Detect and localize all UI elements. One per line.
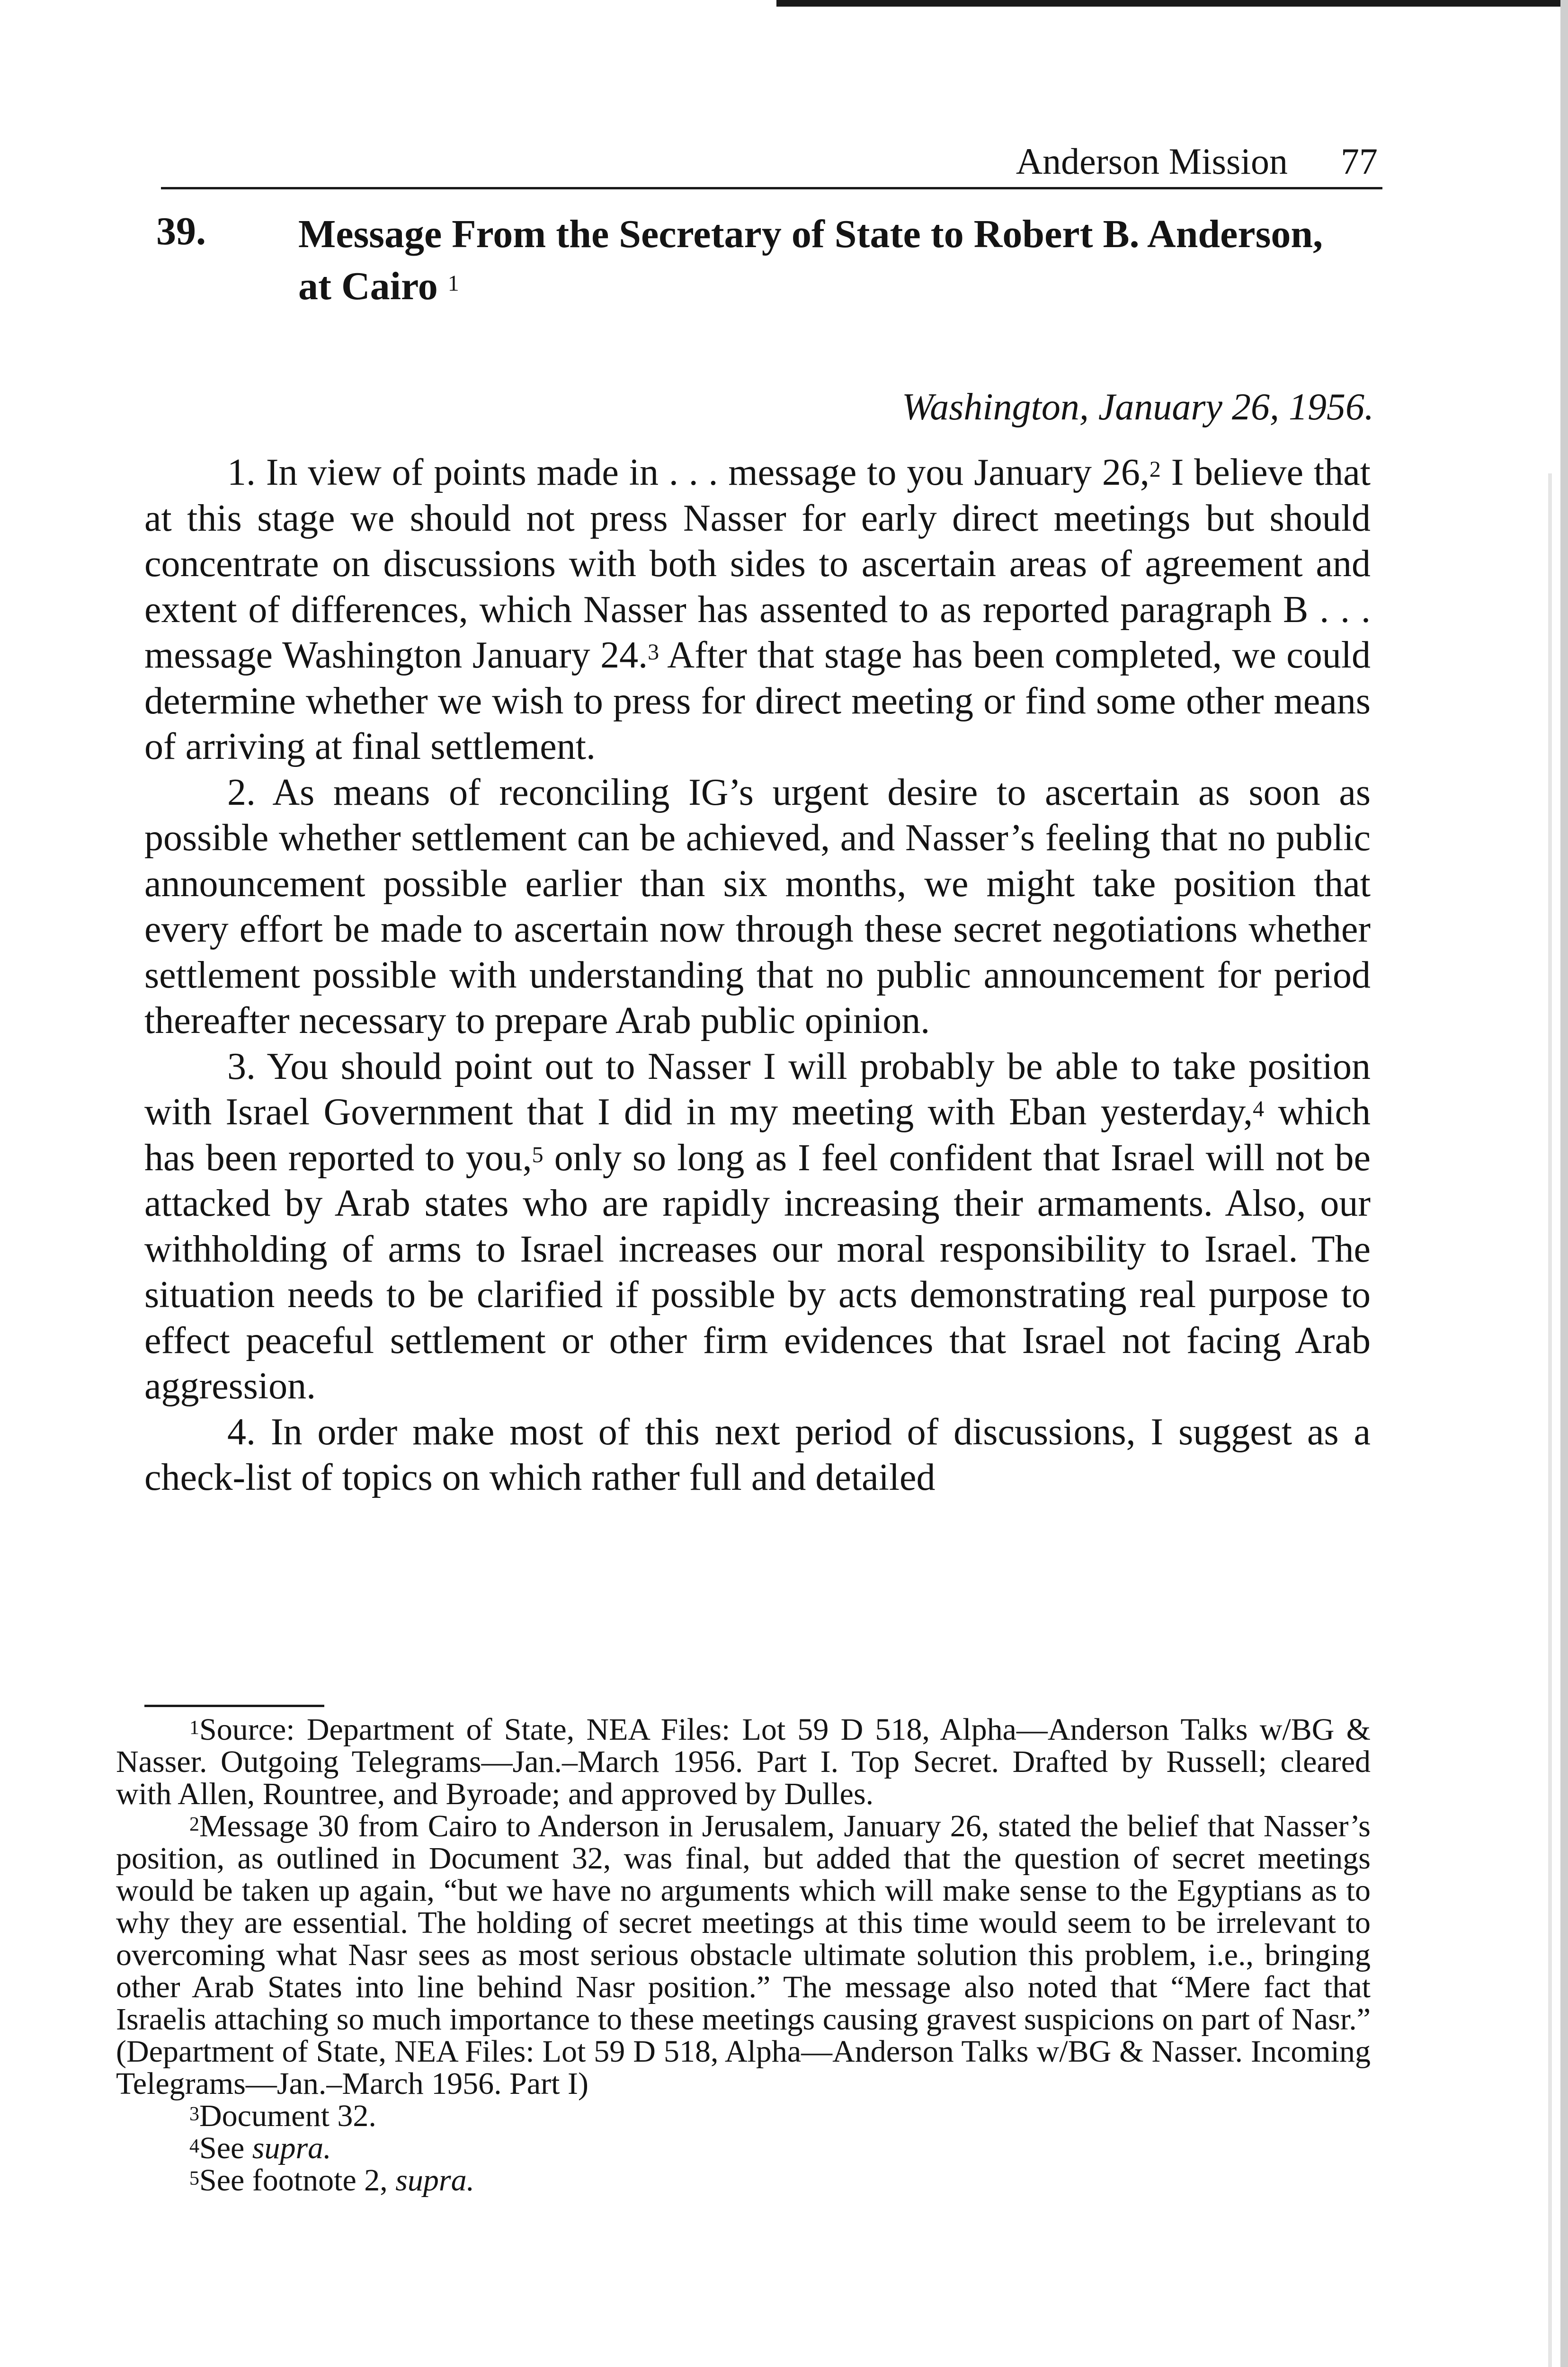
footnotes	[116, 1714, 1371, 2197]
footnote-5-text: See footnote 2,	[199, 2163, 396, 2198]
document-body	[144, 450, 1371, 1501]
footnote-ref-4: 4	[1253, 1096, 1265, 1121]
document-title-text: Message From the Secretary of State to Robert B. Anderson, at Cairo	[298, 212, 1323, 308]
footnote-3-text: Document 32.	[199, 2099, 376, 2133]
footnote-ref-3: 3	[648, 640, 659, 665]
footnote-3-mark: 3	[189, 2103, 199, 2125]
footnote-5	[116, 2164, 1371, 2197]
scan-right-shadow	[1548, 473, 1552, 2367]
dateline: Washington, January 26, 1956.	[901, 386, 1374, 428]
footnote-4	[116, 2132, 1371, 2164]
footnote-ref-5: 5	[532, 1142, 543, 1167]
scan-top-edge	[776, 0, 1568, 7]
paragraph-1-text-c: After that stage has been completed, we could determine whether we wish to press for direct meeting or find some other means of arriving at final settlement.	[144, 634, 1371, 767]
footnote-2	[116, 1810, 1371, 2100]
running-head	[161, 137, 1382, 189]
footnote-4-ref: supra.	[252, 2131, 331, 2165]
paragraph-3-text-a: 3. You should point out to Nasser I will probably be able to take position with Israel Government that I did in my meeting with Eban yesterday,	[144, 1045, 1371, 1133]
paragraph-4: 4. In order make most of this next period of discussions, I suggest as a check-list of topics on which rather full and detailed	[144, 1411, 1371, 1498]
footnote-2-text: Message 30 from Cairo to Anderson in Jerusalem, January 26, stated the belief that Nasser’s position, as outlined in Document 32, was final, but added that the question of secret meetings would be taken up again, “but we have no arguments which will make sense to the Egyptians as to why they are essential. The holding of secret meetings at this time would seem to be irrelevant to overcoming what Nasr sees as most serious obstacle ultimate solution this problem, i.e., bringing other Arab States into line behind Nasr position.” The message also noted that “Mere fact that Israelis attaching so much importance to these meetings causing gravest suspicions on part of Nasr.” (Department of State, NEA Files: Lot 59 D 518, Alpha—Anderson Talks w/BG & Nasser. Incoming Telegrams—Jan.–March 1956. Part I)	[116, 1809, 1371, 2101]
footnote-ref-2: 2	[1149, 457, 1161, 482]
footnote-ref-1: 1	[447, 271, 459, 296]
paragraph-1	[144, 450, 1371, 770]
footnote-4-text: See	[199, 2131, 252, 2165]
paragraph-3-text-b: which has been reported to you,	[144, 1091, 1371, 1179]
footnote-4-mark: 4	[189, 2136, 199, 2157]
paragraph-2: 2. As means of reconciling IG’s urgent desire to ascertain as soon as possible whether settlement can be achieved, and Nasser’s feeling that no public announcement possible earlier than six months, we might take position that every effort be made to ascertain now through these secret negotiations whether settlement possible with understanding that no public announcement for period thereafter necessary to prepare Arab public opinion.	[144, 771, 1371, 1041]
footnote-2-mark: 2	[189, 1814, 199, 1835]
running-head-rule	[161, 187, 1382, 189]
footnote-rule	[144, 1705, 324, 1707]
page-number: 77	[1341, 141, 1378, 182]
paragraph-3-text-c: only so long as I feel confident that Israel will not be attacked by Arab states who are rapidly increasing their armaments. Also, our withholding of arms to Israel increases our moral responsibility to Israel. The situation needs to be clarified if possible by acts demonstrating real purpose to effect peaceful settlement or other firm evidences that Israel not facing Arab aggression.	[144, 1137, 1371, 1407]
document-title	[298, 208, 1340, 312]
paragraph-3	[144, 1044, 1371, 1409]
footnote-5-mark: 5	[189, 2168, 199, 2189]
footnote-1-text: Source: Department of State, NEA Files: Lot 59 D 518, Alpha—Anderson Talks w/BG & Nasser. Outgoing Telegrams—Jan.–March 1956. Part I. Top Secret. Drafted by Russell; cleared with Allen, Rountree, and Byroade; and approved by Dulles.	[116, 1712, 1371, 1811]
paragraph-1-text-b: I believe that at this stage we should not press Nasser for early direct meetings but should concentrate on discussions with both sides to ascertain areas of agreement and extent of differences, which Nasser has assented to as reported paragraph B . . . message Washington January 24.	[144, 452, 1371, 676]
paragraph-1-text-a: 1. In view of points made in . . . message to you January 26,	[227, 452, 1149, 493]
footnote-3	[116, 2100, 1371, 2132]
document-number: 39.	[156, 209, 206, 253]
footnote-5-ref: supra.	[395, 2163, 475, 2198]
running-head-title: Anderson Mission	[1016, 141, 1288, 182]
scan-right-edge	[1560, 0, 1568, 2367]
footnote-1-mark: 1	[189, 1717, 199, 1739]
footnote-1	[116, 1714, 1371, 1810]
